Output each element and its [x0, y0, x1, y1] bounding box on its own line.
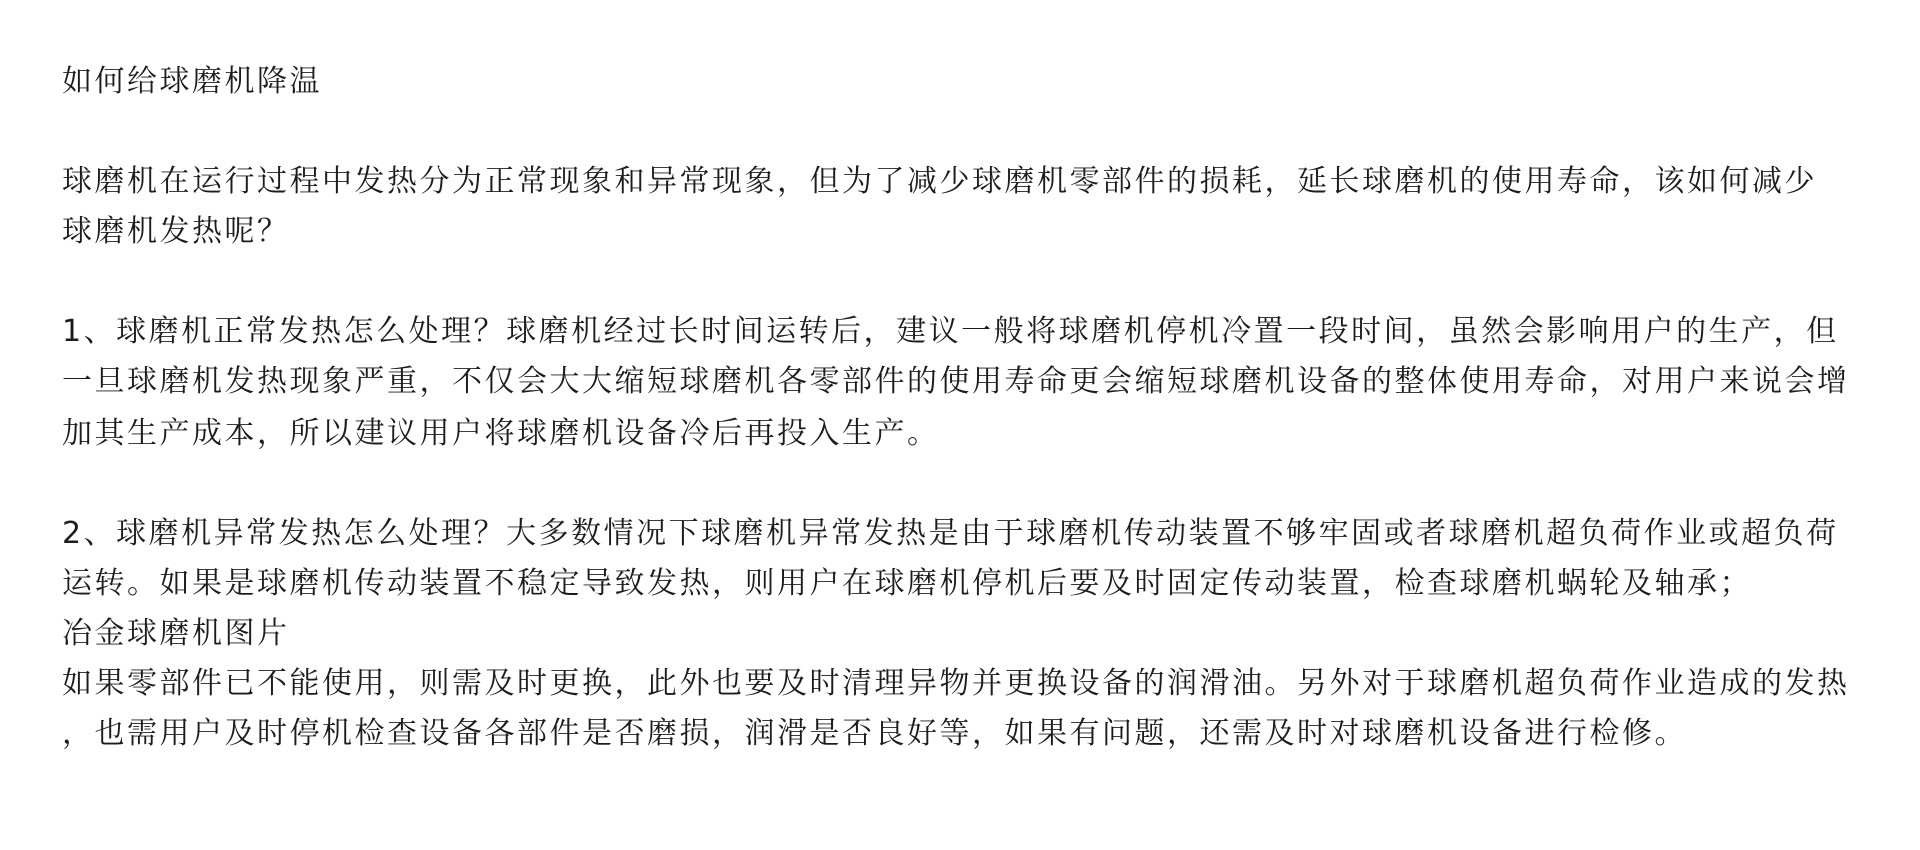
section2-line-1: 2、球磨机异常发热怎么处理？大多数情况下球磨机异常发热是由于球磨机传动装置不够牢固或者球磨机超负荷作业或超负荷: [62, 516, 1839, 551]
section3-line-1: 如果零部件已不能使用，则需及时更换，此外也要及时清理异物并更换设备的润滑油。另外对于球磨机超负荷作业造成的发热: [62, 666, 1850, 701]
section1-line-3: 加其生产成本，所以建议用户将球磨机设备冷后再投入生产。: [62, 416, 940, 451]
intro-line-1: 球磨机在运行过程中发热分为正常现象和异常现象，但为了减少球磨机零部件的损耗，延长球磨机的使用寿命，该如何减少: [62, 164, 1817, 199]
section1-line-1: 1、球磨机正常发热怎么处理？球磨机经过长时间运转后，建议一般将球磨机停机冷置一段时间，虽然会影响用户的生产，但: [62, 314, 1839, 349]
intro-line-2: 球磨机发热呢？: [62, 214, 290, 249]
article-title: 如何给球磨机降温: [62, 64, 322, 99]
section1-line-2: 一旦球磨机发热现象严重，不仅会大大缩短球磨机各零部件的使用寿命更会缩短球磨机设备的整体使用寿命，对用户来说会增: [62, 364, 1850, 399]
section3-line-2: ，也需用户及时停机检查设备各部件是否磨损，润滑是否良好等，如果有问题，还需及时对球磨机设备进行检修。: [62, 716, 1687, 751]
section2-line-2: 运转。如果是球磨机传动装置不稳定导致发热，则用户在球磨机停机后要及时固定传动装置，检查球磨机蜗轮及轴承；: [62, 566, 1752, 601]
image-caption: 冶金球磨机图片: [62, 616, 290, 651]
